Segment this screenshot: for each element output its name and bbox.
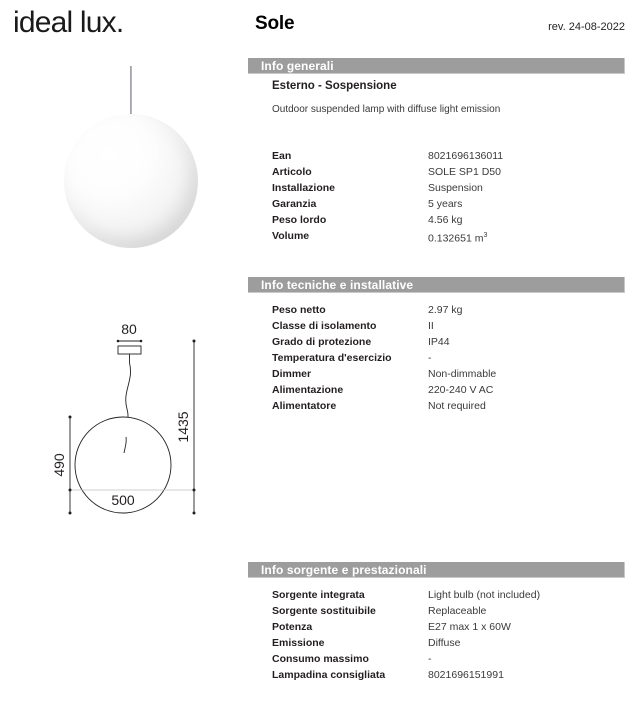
spec-label: Potenza xyxy=(272,621,313,633)
spec-label: Temperatura d'esercizio xyxy=(272,352,392,364)
spec-value: 8021696151991 xyxy=(428,669,504,681)
spec-table xyxy=(248,587,628,683)
section-title: Info tecniche e installative xyxy=(261,278,414,292)
technical-drawing xyxy=(8,305,238,520)
section-description: Outdoor suspended lamp with diffuse light emission xyxy=(272,104,501,115)
brand-logo xyxy=(13,6,123,40)
spec-label: Installazione xyxy=(272,182,336,194)
table-row xyxy=(248,148,628,164)
spec-label: Lampadina consigliata xyxy=(272,669,386,681)
revision-date: rev. 24-08-2022 xyxy=(548,21,625,33)
section-info-tecniche xyxy=(248,277,628,412)
section-title: Info generali xyxy=(261,59,334,73)
section-header-bar xyxy=(248,562,625,578)
table-row xyxy=(248,667,628,683)
spec-value: Light bulb (not included) xyxy=(428,589,541,601)
spec-label: Peso lordo xyxy=(272,214,327,226)
table-row xyxy=(248,302,628,318)
table-row xyxy=(248,212,628,228)
spec-value: 220-240 V AC xyxy=(428,384,494,396)
table-row xyxy=(248,180,628,196)
table-row xyxy=(248,228,628,244)
technical-drawing-svg xyxy=(8,305,238,520)
table-row xyxy=(248,334,628,350)
spec-label: Articolo xyxy=(272,166,312,178)
spec-label: Sorgente integrata xyxy=(272,589,365,601)
spec-value: SOLE SP1 D50 xyxy=(428,166,501,178)
spec-value: - xyxy=(428,352,432,364)
table-row xyxy=(248,196,628,212)
spec-label: Grado di protezione xyxy=(272,336,372,348)
spec-label: Alimentatore xyxy=(272,400,337,412)
spec-value-text: 0.132651 m xyxy=(428,232,484,245)
spec-value xyxy=(428,228,487,247)
spec-value: II xyxy=(428,320,434,332)
spec-value: E27 max 1 x 60W xyxy=(428,621,511,633)
spec-label: Alimentazione xyxy=(272,384,344,396)
opal-globe-graphic xyxy=(64,114,198,248)
spec-table xyxy=(248,148,628,244)
spec-value: Suspension xyxy=(428,182,483,194)
table-row xyxy=(248,651,628,667)
table-row xyxy=(248,382,628,398)
table-row xyxy=(248,318,628,334)
spec-label: Dimmer xyxy=(272,368,312,380)
dimension-label-total-height: 1435 xyxy=(175,411,191,443)
dimension-label-globe-height: 490 xyxy=(51,453,67,477)
table-row xyxy=(248,619,628,635)
spec-label: Emissione xyxy=(272,637,325,649)
section-title: Info sorgente e prestazionali xyxy=(261,563,427,577)
section-header-bar xyxy=(248,58,625,74)
spec-value: 8021696136011 xyxy=(428,150,504,162)
section-subtitle: Esterno - Sospensione xyxy=(272,80,397,92)
brand-logo-text: ideal lux xyxy=(13,6,116,39)
spec-value: 5 years xyxy=(428,198,463,210)
table-row xyxy=(248,587,628,603)
spec-value-superscript: 3 xyxy=(483,232,488,239)
spec-label: Consumo massimo xyxy=(272,653,369,665)
spec-value: Non-dimmable xyxy=(428,368,497,380)
spec-value: Diffuse xyxy=(428,637,461,649)
dimension-label-globe-width: 500 xyxy=(111,492,135,508)
spec-value: - xyxy=(428,653,432,665)
spec-table xyxy=(248,302,628,414)
table-row xyxy=(248,366,628,382)
brand-logo-dot: . xyxy=(115,6,124,39)
table-row xyxy=(248,350,628,366)
table-row xyxy=(248,164,628,180)
table-row xyxy=(248,635,628,651)
table-row xyxy=(248,603,628,619)
spec-label: Ean xyxy=(272,150,292,162)
page-title: Sole xyxy=(255,13,295,34)
spec-label: Garanzia xyxy=(272,198,317,210)
spec-value: IP44 xyxy=(428,336,450,348)
spec-value: Replaceable xyxy=(428,605,487,617)
dimension-label-canopy-width: 80 xyxy=(121,321,137,337)
spec-label: Peso netto xyxy=(272,304,326,316)
spec-label: Volume xyxy=(272,230,310,242)
spec-label: Classe di isolamento xyxy=(272,320,377,332)
table-row xyxy=(248,398,628,414)
spec-value: 2.97 kg xyxy=(428,304,463,316)
section-header-bar xyxy=(248,277,625,293)
section-info-sorgente xyxy=(248,562,628,681)
section-info-generali xyxy=(248,58,628,245)
spec-value: 4.56 kg xyxy=(428,214,463,226)
spec-label: Sorgente sostituibile xyxy=(272,605,376,617)
product-photo xyxy=(8,52,238,287)
spec-value: Not required xyxy=(428,400,486,412)
